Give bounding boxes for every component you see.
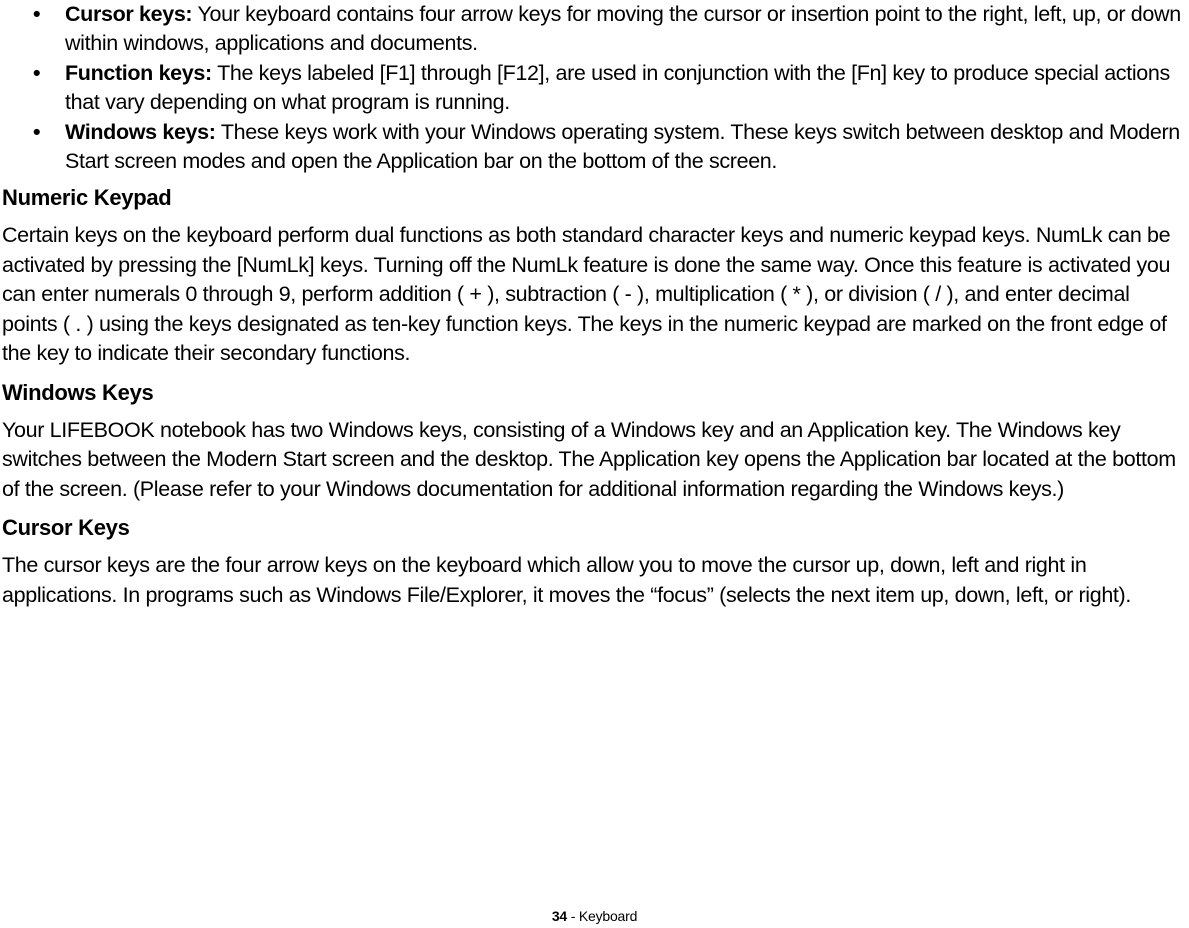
key-types-bullet-list	[2, 0, 1186, 176]
bullet-item-cursor-keys	[2, 0, 1186, 58]
bullet-term: Windows keys:	[65, 120, 216, 144]
section-heading-numeric-keypad: Numeric Keypad	[2, 185, 172, 210]
bullet-dot-icon: •	[33, 2, 41, 26]
bullet-dot-icon: •	[33, 120, 41, 144]
bullet-term: Function keys:	[65, 61, 212, 85]
section-body-cursor-keys: The cursor keys are the four arrow keys on the keyboard which allow you to move the cursor up, down, left and right in applications. In programs such as Windows File/Explorer, it moves the “focus” (selects the next item up, down, left, or right).	[2, 553, 1131, 607]
page-number: 34	[551, 908, 567, 924]
bullet-term: Cursor keys:	[65, 2, 193, 26]
bullet-text: Your keyboard contains four arrow keys for moving the cursor or insertion point to the right, left, up, or down within windows, applications and documents.	[65, 2, 1181, 55]
page-footer	[0, 907, 1189, 925]
section-heading-windows-keys: Windows Keys	[2, 379, 154, 405]
bullet-item-windows-keys	[2, 118, 1186, 176]
footer-separator: -	[567, 908, 579, 924]
bullet-item-function-keys	[2, 59, 1186, 117]
bullet-text: These keys work with your Windows operating system. These keys switch between desktop and Modern Start screen modes and open the Application bar on the bottom of the screen.	[65, 120, 1180, 173]
bullet-text: The keys labeled [F1] through [F12], are used in conjunction with the [Fn] key to produce special actions that vary depending on what program is running.	[65, 61, 1170, 114]
chapter-name: Keyboard	[578, 908, 638, 924]
section-body-numeric-keypad: Certain keys on the keyboard perform dual functions as both standard character keys and numeric keypad keys. NumLk can be activated by pressing the [NumLk] keys. Turning off the NumLk feature is done the same way. Once this feature is activated you can enter numerals 0 through 9, perform addition ( + ), subtraction ( - ), multiplication ( * ), or division ( / ), and enter decimal points ( . ) using the keys designated as ten-key function keys. The keys in the numeric keypad are marked on the front edge of the key to indicate their secondary functions.	[2, 223, 1171, 365]
section-heading-cursor-keys: Cursor Keys	[2, 515, 130, 540]
document-body	[2, 0, 1186, 619]
bullet-dot-icon: •	[33, 61, 41, 85]
section-body-windows-keys: Your LIFEBOOK notebook has two Windows keys, consisting of a Windows key and an Application key. The Windows key switches between the Modern Start screen and the desktop. The Application key opens the Application bar located at the bottom of the screen. (Please refer to your Windows documentation for additional information regarding the Windows keys.)	[2, 417, 1176, 501]
